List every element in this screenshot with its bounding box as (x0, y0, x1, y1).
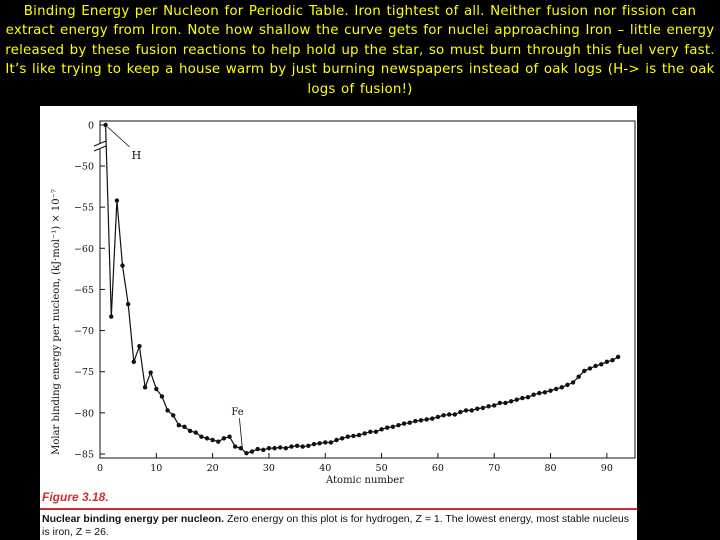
data-point (599, 362, 603, 366)
data-point (436, 415, 440, 419)
plot-frame (100, 121, 635, 458)
data-point (453, 412, 457, 416)
data-point (402, 421, 406, 425)
data-point (317, 441, 321, 445)
data-point (323, 440, 327, 444)
data-point (374, 430, 378, 434)
figure-caption-body: Zero energy on this plot is for hydrogen, Z = 1. The lowest energy, most stable nucleus is iron, Z = 26. (42, 513, 629, 538)
data-point (503, 401, 507, 405)
data-point (616, 355, 620, 359)
data-point (610, 358, 614, 362)
data-point (137, 344, 141, 348)
data-point (329, 440, 333, 444)
y-tick-label: −50 (73, 161, 94, 173)
data-point (509, 399, 513, 403)
data-point (582, 369, 586, 373)
data-point (526, 395, 530, 399)
data-point (565, 383, 569, 387)
data-point (537, 391, 541, 395)
data-point (554, 387, 558, 391)
data-point (289, 444, 293, 448)
x-tick-label: 70 (488, 463, 501, 474)
data-point (492, 403, 496, 407)
data-point (430, 416, 434, 420)
data-point (171, 413, 175, 417)
data-point (379, 427, 383, 431)
chart-ticks (74, 121, 613, 475)
data-point (199, 435, 203, 439)
figure-caption (42, 513, 632, 539)
data-point (396, 423, 400, 427)
annotation-h (108, 127, 142, 162)
y-tick-label: −60 (73, 243, 94, 255)
y-tick-label: −85 (73, 449, 94, 461)
data-point (340, 436, 344, 440)
data-point (160, 394, 164, 398)
y-tick-label: −75 (73, 367, 94, 379)
data-point (458, 410, 462, 414)
data-point (576, 374, 580, 378)
y-axis-label: Molar binding energy per nucleon, (kJ·mol⁻¹) × 10⁻⁷ (51, 189, 62, 455)
data-point (362, 431, 366, 435)
data-point (295, 444, 299, 448)
data-point (301, 444, 305, 448)
chart-series (103, 123, 620, 456)
data-point (132, 360, 136, 364)
data-point (385, 425, 389, 429)
data-point (543, 390, 547, 394)
data-point (143, 385, 147, 389)
x-axis-label: Atomic number (325, 475, 405, 486)
data-point (194, 430, 198, 434)
data-point (278, 445, 282, 449)
data-point (284, 446, 288, 450)
data-point (227, 435, 231, 439)
data-point (548, 388, 552, 392)
x-tick-label: 60 (431, 463, 444, 474)
data-point (103, 123, 107, 127)
data-point (261, 448, 265, 452)
data-point (486, 404, 490, 408)
data-point (267, 446, 271, 450)
data-point (154, 387, 158, 391)
x-tick-label: 50 (375, 463, 388, 474)
data-point (520, 396, 524, 400)
data-point (481, 406, 485, 410)
data-point (255, 447, 259, 451)
data-point (222, 436, 226, 440)
data-point (177, 423, 181, 427)
data-point (148, 370, 152, 374)
svg-text:Fe: Fe (231, 407, 244, 419)
data-point (424, 417, 428, 421)
y-tick-label: −65 (73, 284, 94, 296)
data-point (515, 397, 519, 401)
data-point (469, 408, 473, 412)
data-point (120, 263, 124, 267)
data-point (126, 302, 130, 306)
data-point (334, 438, 338, 442)
data-point (447, 412, 451, 416)
x-tick-label: 80 (544, 463, 557, 474)
data-point (346, 435, 350, 439)
y-tick-label: −70 (73, 326, 94, 338)
data-point (368, 430, 372, 434)
data-point (216, 439, 220, 443)
chart-annotations (108, 127, 244, 449)
data-point (351, 434, 355, 438)
data-point (357, 433, 361, 437)
data-point (210, 438, 214, 442)
x-tick-label: 10 (150, 463, 163, 474)
x-tick-label: 40 (319, 463, 332, 474)
y-tick-label: −55 (73, 202, 94, 214)
x-tick-label: 30 (262, 463, 275, 474)
data-point (391, 425, 395, 429)
chart-axes (94, 121, 635, 458)
data-point (441, 413, 445, 417)
figure-number: Figure 3.18. (42, 490, 109, 504)
y-tick-label: −80 (73, 408, 94, 420)
data-point (408, 421, 412, 425)
series-line (106, 125, 619, 453)
data-point (165, 408, 169, 412)
binding-energy-chart (40, 106, 637, 486)
data-point (413, 419, 417, 423)
x-tick-label: 90 (600, 463, 613, 474)
data-point (205, 436, 209, 440)
figure-panel (40, 106, 637, 540)
data-point (593, 364, 597, 368)
figure-divider (40, 508, 637, 510)
slide-caption: Binding Energy per Nucleon for Periodic Table. Iron tightest of all. Neither fusion nor fission can extract energy from Iron. Note how shallow the curve gets for nuclei approaching Iron – little energy released by these fusion reactions to help hold up the star, so must burn through this fuel very fast. It’s like trying to keep a house warm by just burning newspapers instead of oak logs (H-> is the oak logs of fusion!) (5, 4, 715, 97)
data-point (109, 314, 113, 318)
data-point (182, 425, 186, 429)
x-tick-label: 0 (96, 463, 104, 474)
data-point (419, 418, 423, 422)
data-point (560, 385, 564, 389)
data-point (250, 449, 254, 453)
data-point (464, 408, 468, 412)
y-tick-label: 0 (87, 120, 94, 132)
data-point (498, 401, 502, 405)
data-point (605, 360, 609, 364)
figure-caption-lead: Nuclear binding energy per nucleon. (42, 513, 225, 525)
data-point (571, 380, 575, 384)
data-point (115, 198, 119, 202)
svg-text:H: H (131, 149, 142, 162)
data-point (233, 444, 237, 448)
data-point (272, 446, 276, 450)
data-point (531, 393, 535, 397)
data-point (312, 442, 316, 446)
data-point (306, 444, 310, 448)
data-point (244, 451, 248, 455)
data-point (475, 407, 479, 411)
data-point (188, 429, 192, 433)
x-tick-label: 20 (206, 463, 219, 474)
data-point (588, 366, 592, 370)
